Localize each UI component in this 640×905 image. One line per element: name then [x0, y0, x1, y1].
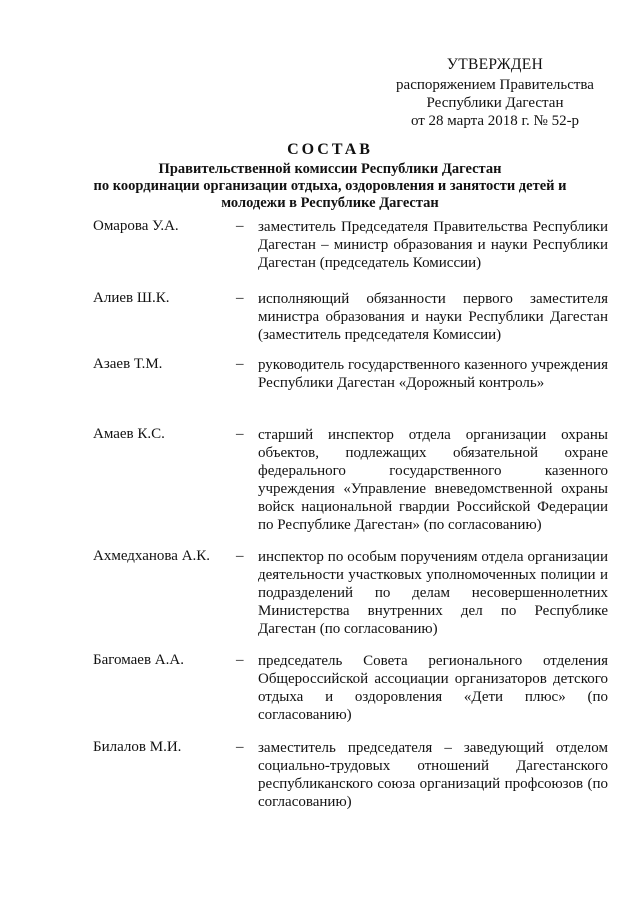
approval-line-2: Республики Дагестан	[426, 95, 564, 111]
member-dash: –	[236, 218, 244, 234]
approval-block	[380, 56, 610, 130]
approval-line-1: распоряжением Правительства	[396, 77, 594, 93]
member-role: старший инспектор отдела организации охраны объектов, подлежащих обязательной охране федерального государственного казенного учреждения «Управление вневедомственной охраны войск национальной гвардии Российской Федерации по Республике Дагестан» (по согласованию)	[258, 427, 608, 533]
member-dash: –	[236, 426, 244, 442]
member-role: заместитель Председателя Правительства Республики Дагестан – министр образования и науки Республики Дагестан (председатель Комиссии)	[258, 219, 608, 271]
member-name: Азаев Т.М.	[93, 356, 163, 372]
member-role: руководитель государственного казенного учреждения Республики Дагестан «Дорожный контроль»	[258, 357, 608, 391]
member-name: Багомаев А.А.	[93, 652, 184, 668]
title-heading: СОСТАВ	[287, 141, 373, 158]
member-name: Амаев К.С.	[93, 426, 165, 442]
approval-line-3: от 28 марта 2018 г. № 52-р	[410, 113, 580, 129]
member-name: Омарова У.А.	[93, 218, 179, 234]
member-name: Билалов М.И.	[93, 739, 182, 755]
member-dash: –	[236, 548, 244, 564]
title-line-3: молодежи в Республике Дагестан	[221, 195, 439, 211]
member-dash: –	[236, 739, 244, 755]
member-role: инспектор по особым поручениям отдела организации деятельности участковых уполномоченных полиции и подразделений по делам несовершеннолетних Министерства внутренних дел по Республике Дагестан (по согласованию)	[258, 549, 608, 637]
member-dash: –	[236, 652, 244, 668]
document-title	[60, 141, 600, 212]
member-role: заместитель председателя – заведующий отделом социально-трудовых отношений Дагестанского республиканского союза организаций профсоюзов (по согласованию)	[258, 740, 608, 810]
member-role: исполняющий обязанности первого заместителя министра образования и науки Республики Дагестан (заместитель председателя Комиссии)	[258, 291, 608, 343]
title-line-1: Правительственной комиссии Республики Дагестан	[158, 161, 502, 177]
member-role: председатель Совета регионального отделения Общероссийской ассоциации организаторов детского отдыха и оздоровления «Дети плюс» (по согласованию)	[258, 653, 608, 723]
title-line-2: по координации организации отдыха, оздоровления и занятости детей и	[93, 178, 567, 194]
member-dash: –	[236, 356, 244, 372]
member-dash: –	[236, 290, 244, 306]
member-name: Алиев Ш.К.	[93, 290, 170, 306]
member-name: Ахмедханова А.К.	[93, 548, 211, 564]
approval-heading: УТВЕРЖДЕН	[446, 56, 544, 73]
